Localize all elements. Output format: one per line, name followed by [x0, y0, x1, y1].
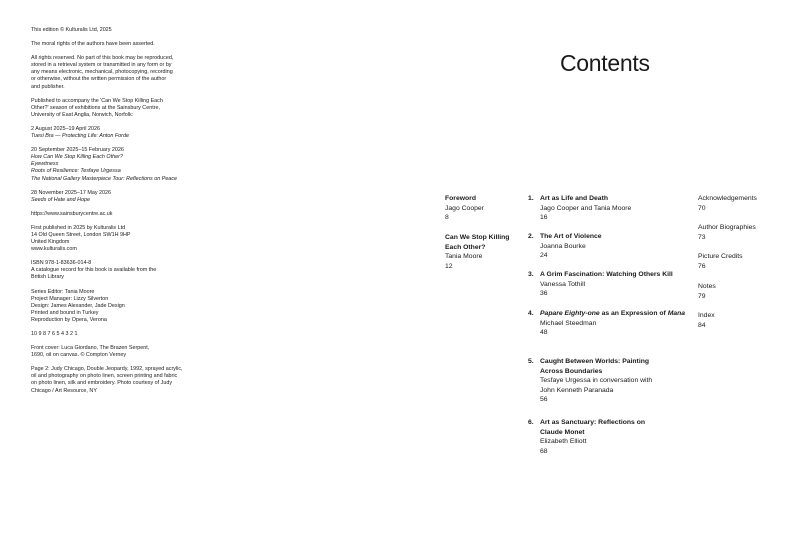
imprint-paragraph — [31, 366, 207, 394]
chapter-number: 5. — [528, 358, 534, 365]
imprint-line: Seeds of Hate and Hope — [31, 196, 91, 203]
toc-entry-author: Elizabeth Elliott — [540, 438, 587, 446]
imprint-line: 14 Old Queen Street, London SW1H 9HP — [31, 231, 131, 238]
toc-entry-page: 70 — [698, 204, 706, 212]
title-regular-part: as an Expression of — [599, 310, 668, 317]
toc-chapter-2[interactable] — [528, 232, 690, 261]
toc-entry-page: 76 — [698, 262, 706, 270]
chapter-number: 3. — [528, 271, 534, 278]
toc-entry-author: Tesfaye Urgessa in conversation with John Kenneth Paranada — [540, 377, 653, 394]
toc-entry-page: 79 — [698, 292, 706, 300]
imprint-line: Tuesi Bra — Protecting Life: Anton Forde — [31, 133, 129, 140]
toc-entry-title: Acknowledgements — [698, 195, 757, 202]
chapter-number: 1. — [528, 195, 534, 202]
imprint-line: Front cover: Luca Giordano, The Brazen Serpent, — [31, 345, 150, 352]
imprint-paragraph — [31, 55, 207, 90]
toc-entry-page: 68 — [540, 447, 548, 455]
imprint-line: Page 2: Judy Chicago, Double Jeopardy, 1992, sprayed acrylic, — [31, 366, 183, 373]
imprint-line: The moral rights of the authors have been asserted. — [31, 41, 155, 48]
contents-heading: Contents — [560, 50, 650, 76]
imprint-line: and publisher. — [31, 83, 65, 90]
toc-chapter-3[interactable] — [528, 270, 700, 299]
imprint-line: Published to accompany the 'Can We Stop Killing Each — [31, 97, 163, 104]
imprint-paragraph — [31, 98, 207, 119]
toc-entry-title: Index — [698, 312, 715, 319]
chapter-number: 6. — [528, 419, 534, 426]
toc-entry-author: Joanna Bourke — [540, 242, 586, 250]
imprint-line: University of East Anglia, Norwich, Norfolk: — [31, 111, 134, 118]
imprint-line: 28 November 2025–17 May 2026 — [31, 189, 112, 196]
imprint-line: All rights reserved. No part of this book may be reproduced, — [31, 55, 174, 62]
imprint-line: The National Gallery Masterpiece Tour: Reflections on Peace — [31, 175, 178, 182]
imprint-line: stored in a retrieval system or transmitted in any form or by — [31, 62, 172, 69]
toc-entry-title: Foreword — [445, 195, 476, 202]
toc-chapter-6[interactable] — [528, 418, 650, 456]
imprint-line: Printed and bound in Turkey — [31, 309, 99, 316]
toc-entry-author: Michael Steedman — [540, 319, 597, 327]
toc-entry-title: Art as Life and Death — [540, 195, 608, 202]
toc-chapter-4[interactable] — [528, 309, 690, 338]
toc-entry-author: Tania Moore — [445, 253, 483, 261]
toc-entry-page: 48 — [540, 329, 548, 337]
imprint-line: How Can We Stop Killing Each Other? — [31, 154, 123, 161]
imprint-line: any means electronic, mechanical, photocopying, recording — [31, 69, 173, 76]
imprint-line: A catalogue record for this book is available from the — [31, 267, 157, 274]
imprint-line: 2 August 2025–19 April 2026 — [31, 125, 100, 132]
toc-entry-author-biographies[interactable] — [698, 223, 788, 242]
toc-entry-title: Art as Sanctuary: Reflections on Claude Monet — [540, 419, 645, 436]
toc-entry-page: 36 — [540, 290, 548, 298]
toc-entry-title: A Grim Fascination: Watching Others Kill — [540, 271, 673, 278]
imprint-paragraph — [31, 41, 207, 48]
imprint-paragraph — [31, 147, 207, 182]
imprint-line: Other?' season of exhibitions at the Sainsbury Centre, — [31, 104, 160, 111]
toc-entry-page: 12 — [445, 262, 453, 270]
imprint-paragraph — [31, 331, 207, 338]
imprint-line: British Library — [31, 274, 64, 281]
toc-entry-author: Vanessa Tothill — [540, 280, 586, 288]
title-italic-part: Papare Eighty-one — [540, 310, 600, 317]
imprint-line: www.kulturalis.com — [31, 246, 77, 253]
chapter-number: 2. — [528, 233, 534, 240]
imprint-line: First published in 2025 by Kulturalis Ltd — [31, 224, 126, 231]
toc-entry-title: Author Biographies — [698, 224, 756, 231]
imprint-paragraph — [31, 260, 207, 281]
imprint-paragraph — [31, 225, 207, 253]
imprint-paragraph — [31, 190, 207, 204]
toc-entry-index[interactable] — [698, 311, 788, 330]
imprint-line: 20 September 2025–15 February 2026 — [31, 147, 124, 154]
toc-entry-page: 24 — [540, 252, 548, 260]
toc-entry-notes[interactable] — [698, 282, 788, 301]
toc-entry-page: 56 — [540, 396, 548, 404]
imprint-line: 10 9 8 7 6 5 4 3 2 1 — [31, 331, 78, 337]
imprint-paragraph — [31, 211, 207, 218]
imprint-line: Series Editor: Tania Moore — [31, 288, 95, 295]
imprint-paragraph — [31, 345, 207, 359]
imprint-line: This edition © Kulturalis Ltd, 2025 — [31, 27, 112, 33]
imprint-paragraph — [31, 27, 207, 34]
toc-entry-title: The Art of Violence — [540, 233, 602, 240]
imprint-line: on photo linen, silk and embroidery. Photo courtesy of Judy — [31, 380, 173, 387]
imprint-line: United Kingdom — [31, 239, 70, 246]
imprint-line: Roots of Resilience: Tesfaye Urgessa — [31, 168, 121, 175]
imprint-paragraph — [31, 126, 207, 140]
toc-entry-page: 8 — [445, 214, 449, 222]
imprint-line: Eyewitness — [31, 161, 59, 168]
title-italic-part-2: Mana — [667, 310, 686, 317]
toc-entry-title — [540, 309, 690, 319]
toc-entry-acknowledgements[interactable] — [698, 194, 788, 213]
chapter-number: 4. — [528, 310, 534, 317]
toc-entry-title: Notes — [698, 283, 716, 290]
imprint-line: Reproduction by Opera, Verona — [31, 316, 107, 323]
toc-entry-author: Jago Cooper and Tania Moore — [540, 204, 632, 212]
toc-chapter-1[interactable] — [528, 194, 690, 223]
imprint-line: 1690, oil on canvas. © Compton Verney — [31, 352, 127, 359]
imprint-page — [31, 27, 207, 402]
toc-entry-page: 16 — [540, 214, 548, 222]
toc-chapter-5[interactable] — [528, 357, 660, 405]
toc-entry-page: 84 — [698, 321, 706, 329]
toc-entry-title: Picture Credits — [698, 253, 743, 260]
toc-entry-author: Jago Cooper — [445, 204, 484, 212]
toc-entry-introduction[interactable] — [445, 233, 523, 271]
imprint-line: https://www.sainsburycentre.ac.uk — [31, 210, 113, 217]
imprint-line: Project Manager: Lizzy Silverton — [31, 295, 109, 302]
imprint-line: Chicago / Art Resource, NY — [31, 387, 97, 394]
imprint-line: oil and photography on photo linen, screen printing and fabric — [31, 373, 178, 380]
toc-entry-foreword[interactable] — [445, 194, 525, 223]
imprint-line: ISBN 978-1-83636-014-8 — [31, 260, 92, 267]
toc-entry-title: Can We Stop Killing Each Other? — [445, 234, 510, 251]
toc-entry-picture-credits[interactable] — [698, 252, 788, 271]
imprint-line: or otherwise, without the written permission of the author — [31, 76, 167, 83]
toc-entry-title: Caught Between Worlds: Painting Across Boundaries — [540, 358, 650, 375]
toc-entry-page: 73 — [698, 233, 706, 241]
imprint-paragraph — [31, 289, 207, 324]
imprint-line: Design: James Alexander, Jade Design — [31, 302, 125, 309]
